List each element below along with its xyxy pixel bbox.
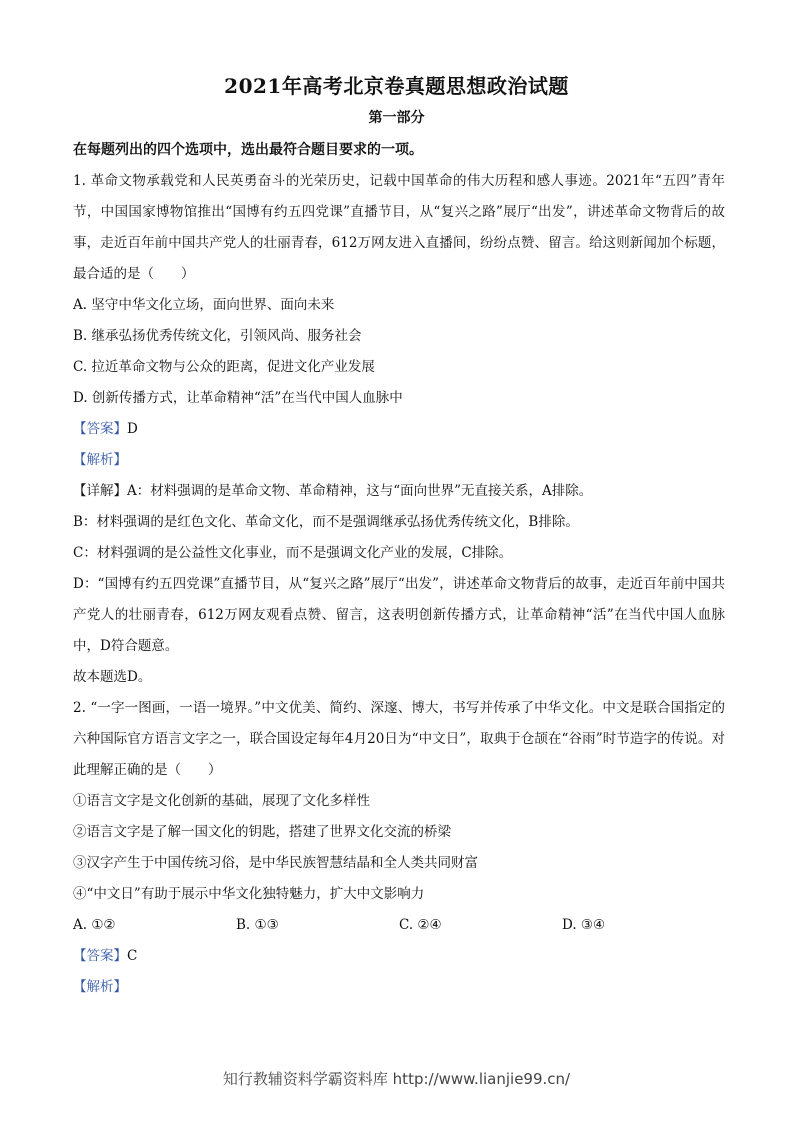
q1-answer <box>73 414 725 445</box>
answer-value: D <box>127 421 138 437</box>
part-heading: 第一部分 <box>368 110 425 126</box>
answer-tag: 【答案】 <box>73 421 127 437</box>
q1-option-d: D. 创新传播方式，让革命精神“活”在当代中国人血脉中 <box>73 390 403 406</box>
question-2-stem: 2. “一字一图画，一语一境界。”中文优美、简约、深邃、博大，书写并传承了中华文化。中文是联合国指定的六种国际官方语言文字之一，联合国设定每年4月20日为“中文日”，取典于仓颉在“谷雨”时节造字的传说。对此理解正确的是（ ） <box>73 700 725 778</box>
question-1-stem: 1. 革命文物承载党和人民英勇奋斗的光荣历史，记载中国革命的伟大历程和感人事迹。2021年“五四”青年节，中国国家博物馆推出“国博有约五四党课”直播节目，从“复兴之路”展厅“出发”，讲述革命文物背后的故事，走近百年前中国共产党人的壮丽青春，612万网友进入直播间，纷纷点赞、留言。给这则新闻加个标题，最合适的是（ ） <box>73 173 725 282</box>
analysis-tag: 【解析】 <box>73 979 127 995</box>
q2-answer <box>73 941 725 972</box>
q1-conclusion: 故本题选D。 <box>73 669 152 685</box>
instruction-text: 在每题列出的四个选项中，选出最符合题目要求的一项。 <box>73 142 423 158</box>
q1-detail-b: B：材料强调的是红色文化、革命文化，而不是强调继承弘扬优秀传统文化，B排除。 <box>73 514 579 530</box>
analysis-tag: 【解析】 <box>73 452 127 468</box>
q2-statement-3: ③汉字产生于中国传统习俗，是中华民族智慧结晶和全人类共同财富 <box>73 855 478 871</box>
q1-option-a: A. 坚守中华文化立场，面向世界、面向未来 <box>73 297 335 313</box>
detail-tag: 【详解】 <box>73 483 127 499</box>
q1-option-b: B. 继承弘扬优秀传统文化，引领风尚、服务社会 <box>73 328 362 344</box>
q2-option-a: A. ①② <box>73 917 116 933</box>
q1-analysis-heading <box>73 445 725 476</box>
q2-statement-4: ④“中文日”有助于展示中华文化独特魅力，扩大中文影响力 <box>73 886 425 902</box>
q1-detail-d: D：“国博有约五四党课”直播节目，从“复兴之路”展厅“出发”，讲述革命文物背后的故事，走近百年前中国共产党人的壮丽青春，612万网友观看点赞、留言，这表明创新传播方式，让革命精神“活”在当代中国人血脉中，D符合题意。 <box>73 576 725 654</box>
q2-statement-1: ①语言文字是文化创新的基础，展现了文化多样性 <box>73 793 370 809</box>
content-body <box>73 136 725 1003</box>
q1-option-c: C. 拉近革命文物与公众的距离，促进文化产业发展 <box>73 359 375 375</box>
answer-value: C <box>127 948 138 964</box>
answer-tag: 【答案】 <box>73 948 127 964</box>
detail-a-text: A：材料强调的是革命文物、革命精神，这与“面向世界”无直接关系，A排除。 <box>127 483 593 499</box>
q2-statement-2: ②语言文字是了解一国文化的钥匙，搭建了世界文化交流的桥梁 <box>73 824 451 840</box>
q2-option-c: C. ②④ <box>399 917 442 933</box>
q2-option-d: D. ③④ <box>562 917 606 933</box>
q1-detail-c: C：材料强调的是公益性文化事业，而不是强调文化产业的发展，C排除。 <box>73 545 513 561</box>
q1-detail-a <box>73 476 725 507</box>
q2-option-b: B. ①③ <box>236 917 279 933</box>
page-title: 2021年高考北京卷真题思想政治试题 <box>224 74 569 98</box>
q2-analysis-heading <box>73 972 725 1003</box>
q2-options <box>73 910 725 941</box>
footer-watermark: 知行教辅资料学霸资料库 http://www.lianjie99.cn/ <box>222 1070 571 1088</box>
